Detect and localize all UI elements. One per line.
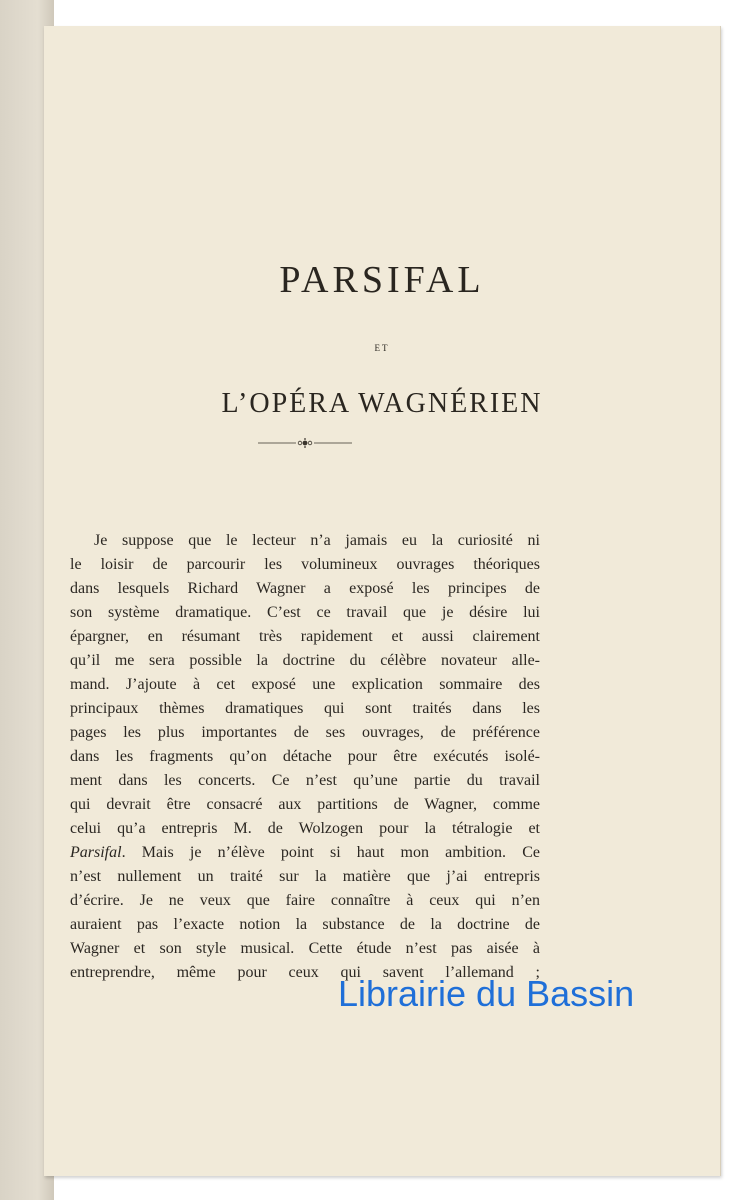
text-line: n’est nullement un traité sur la matière que j’ai entrepris <box>70 868 540 885</box>
text-line: ment dans les concerts. Ce n’est qu’une partie du travail <box>70 772 540 789</box>
text-line: auraient pas l’exacte notion la substance de la doctrine de <box>70 916 540 933</box>
text-line: le loisir de parcourir les volumineux ouvrages théoriques <box>70 556 540 573</box>
fleuron-divider-icon <box>258 436 352 450</box>
book-title: PARSIFAL <box>279 259 485 301</box>
text-line: dans les fragments qu’on détache pour être exécutés isolé- <box>70 748 540 765</box>
watermark-text: Librairie du Bassin <box>338 973 635 1014</box>
text-line: entreprendre, même pour ceux qui savent l’allemand ; <box>70 964 540 981</box>
text-line: mand. J’ajoute à cet exposé une explication sommaire des <box>70 676 540 693</box>
text-line: Wagner et son style musical. Cette étude n’est pas aisée à <box>70 940 540 957</box>
text-line: épargner, en résumant très rapidement et aussi clairement <box>70 628 540 645</box>
text-line: principaux thèmes dramatiques qui sont traités dans les <box>70 700 540 717</box>
text-line: Parsifal. Mais je n’élève point si haut mon ambition. Ce <box>70 844 540 861</box>
italic-work-title: Parsifal <box>70 844 122 861</box>
text-line: d’écrire. Je ne veux que faire connaître à ceux qui n’en <box>70 892 540 909</box>
text-line: qui devrait être consacré aux partitions de Wagner, comme <box>70 796 540 813</box>
text-line: son système dramatique. C’est ce travail que je désire lui <box>70 604 540 621</box>
text-line: qu’il me sera possible la doctrine du célèbre novateur alle- <box>70 652 540 669</box>
text-line: dans lesquels Richard Wagner a exposé les principes de <box>70 580 540 597</box>
text-line: celui qu’a entrepris M. de Wolzogen pour la tétralogie et <box>70 820 540 837</box>
text-line: pages les plus importantes de ses ouvrages, de préférence <box>70 724 540 741</box>
book-subtitle: L’OPÉRA WAGNÉRIEN <box>221 388 543 419</box>
title-conjunction: ET <box>374 343 390 353</box>
body-paragraph <box>70 529 540 985</box>
text-line: Je suppose que le lecteur n’a jamais eu la curiosité ni <box>94 532 540 549</box>
